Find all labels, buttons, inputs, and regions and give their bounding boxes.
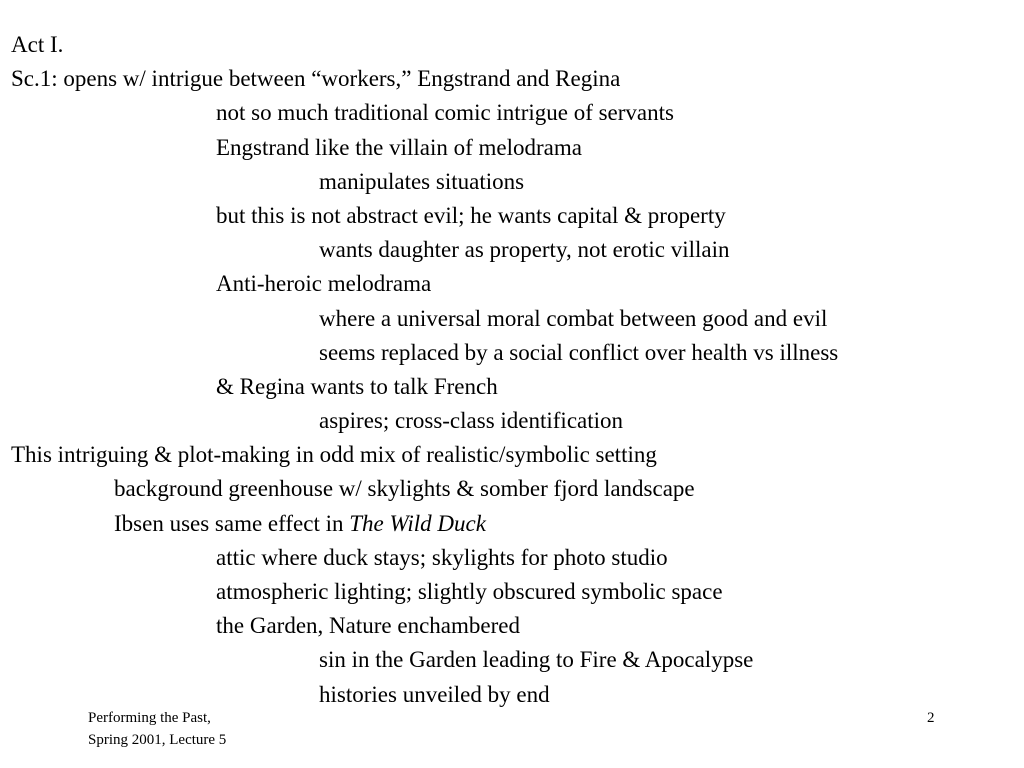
line-point: background greenhouse w/ skylights & somber fjord landscape <box>114 476 695 502</box>
line-point: Ibsen uses same effect in The Wild Duck <box>114 510 486 536</box>
line-scene-heading: Sc.1: opens w/ intrigue between “workers,” Engstrand and Regina <box>11 66 621 92</box>
footer-course-info <box>88 707 226 751</box>
page-number: 2 <box>927 710 935 726</box>
slide-body <box>11 28 1011 712</box>
line-subitem: sin in the Garden leading to Fire & Apocalypse <box>319 647 754 673</box>
line-item: the Garden, Nature enchambered <box>216 613 520 639</box>
line-item: attic where duck stays; skylights for photo studio <box>216 544 668 570</box>
line-item: not so much traditional comic intrigue of servants <box>216 100 674 126</box>
line-item: Engstrand like the villain of melodrama <box>216 134 582 160</box>
line-subitem: wants daughter as property, not erotic villain <box>319 237 730 263</box>
line-act-heading: Act I. <box>11 32 64 57</box>
line-subitem: seems replaced by a social conflict over health vs illness <box>319 339 839 365</box>
line-section-heading: This intriguing & plot-making in odd mix of realistic/symbolic setting <box>11 442 657 468</box>
line-subitem: where a universal moral combat between good and evil <box>319 305 828 331</box>
footer-course-line: Spring 2001, Lecture 5 <box>88 732 227 748</box>
line-item: but this is not abstract evil; he wants capital & property <box>216 202 726 228</box>
line-subitem: manipulates situations <box>319 168 525 194</box>
line-item: & Regina wants to talk French <box>216 373 498 399</box>
play-title: The Wild Duck <box>349 510 486 536</box>
line-subitem: histories unveiled by end <box>319 681 550 707</box>
line-subitem: aspires; cross-class identification <box>319 408 624 434</box>
footer-course-line: Performing the Past, <box>88 710 211 726</box>
line-item: Anti-heroic melodrama <box>216 271 432 297</box>
line-item: atmospheric lighting; slightly obscured symbolic space <box>216 579 723 604</box>
